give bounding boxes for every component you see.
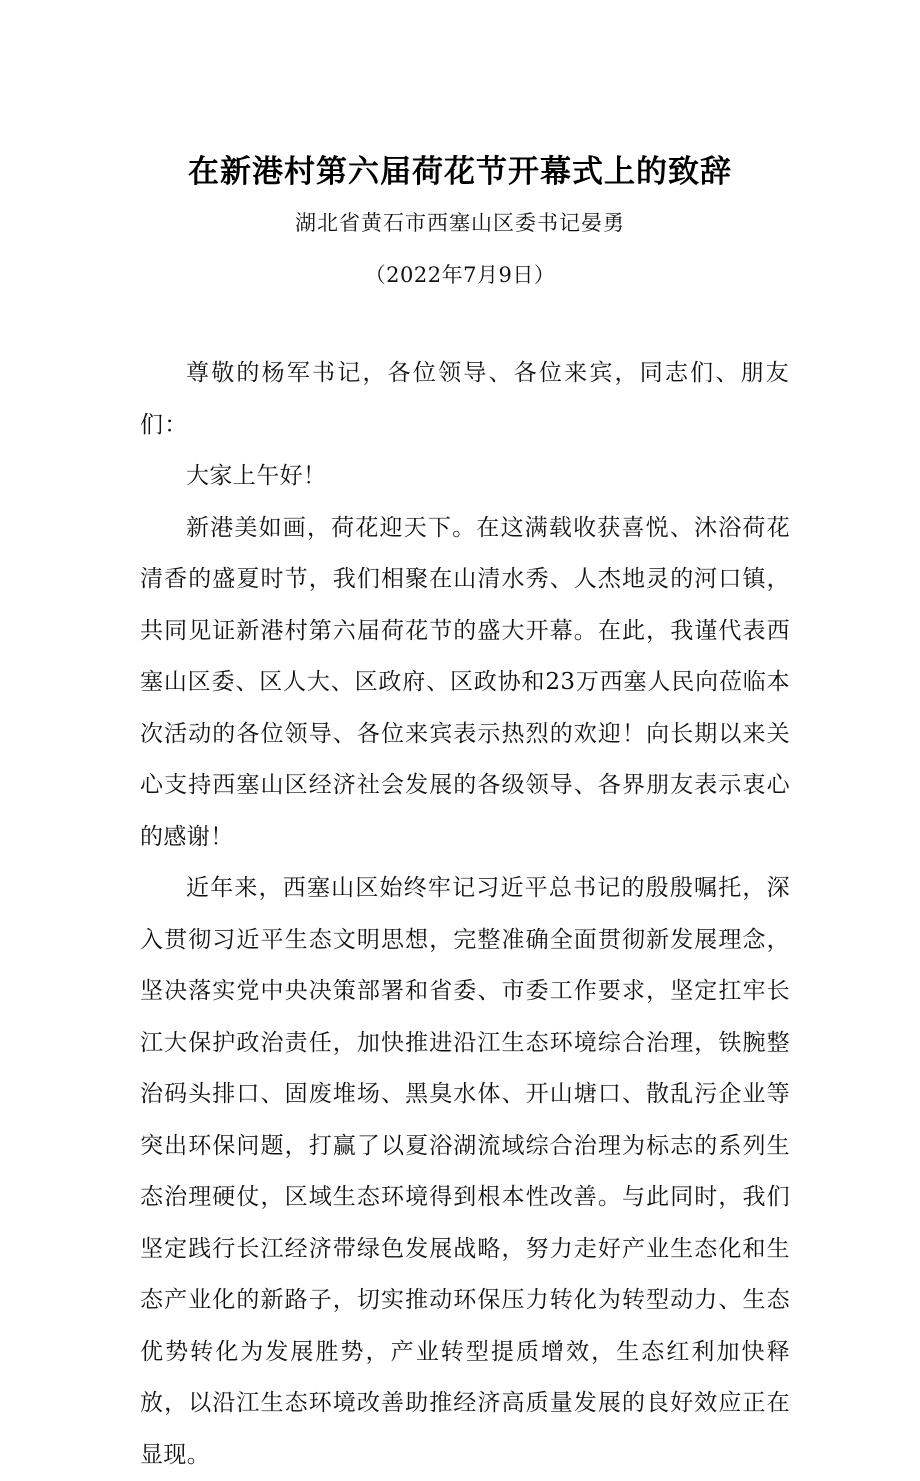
paragraph-welcome: 新港美如画，荷花迎天下。在这满载收获喜悦、沐浴荷花清香的盛夏时节，我们相聚在山清水秀、人杰地灵的河口镇，共同见证新港村第六届荷花节的盛大开幕。在此，我谨代表西塞山区委、区人大、区政府、区政协和23万西塞人民向莅临本次活动的各位领导、各位来宾表示热烈的欢迎！向长期以来关心支持西塞山区经济社会发展的各级领导、各界朋友表示衷心的感谢！ [140,514,790,850]
greeting: 大家上午好！ [186,463,327,489]
salutation: 尊敬的杨军书记，各位领导、各位来宾，同志们、朋友们： [140,360,790,438]
document-title: 在新港村第六届荷花节开幕式上的致辞 [188,154,732,190]
speech-body [140,348,790,1481]
speech-date: （2022年7月9日） [364,263,556,287]
paragraph-ecology: 近年来，西塞山区始终牢记习近平总书记的殷殷嘱托，深入贯彻习近平生态文明思想，完整准确全面贯彻新发展理念，坚决落实党中央决策部署和省委、市委工作要求，坚定扛牢长江大保护政治责任，加快推进沿江生态环境综合治理，铁腕整治码头排口、固废堆场、黑臭水体、开山塘口、散乱污企业等突出环保问题，打赢了以夏浴湖流域综合治理为标志的系列生态治理硬仗，区域生态环境得到根本性改善。与此同时，我们坚定践行长江经济带绿色发展战略，努力走好产业生态化和生态产业化的新路子，切实推动环保压力转化为转型动力、生态优势转化为发展胜势，产业转型提质增效，生态红利加快释放，以沿江生态环境改善助推经济高质量发展的良好效应正在显现。 [140,875,790,1468]
author-line: 湖北省黄石市西塞山区委书记晏勇 [295,211,625,235]
